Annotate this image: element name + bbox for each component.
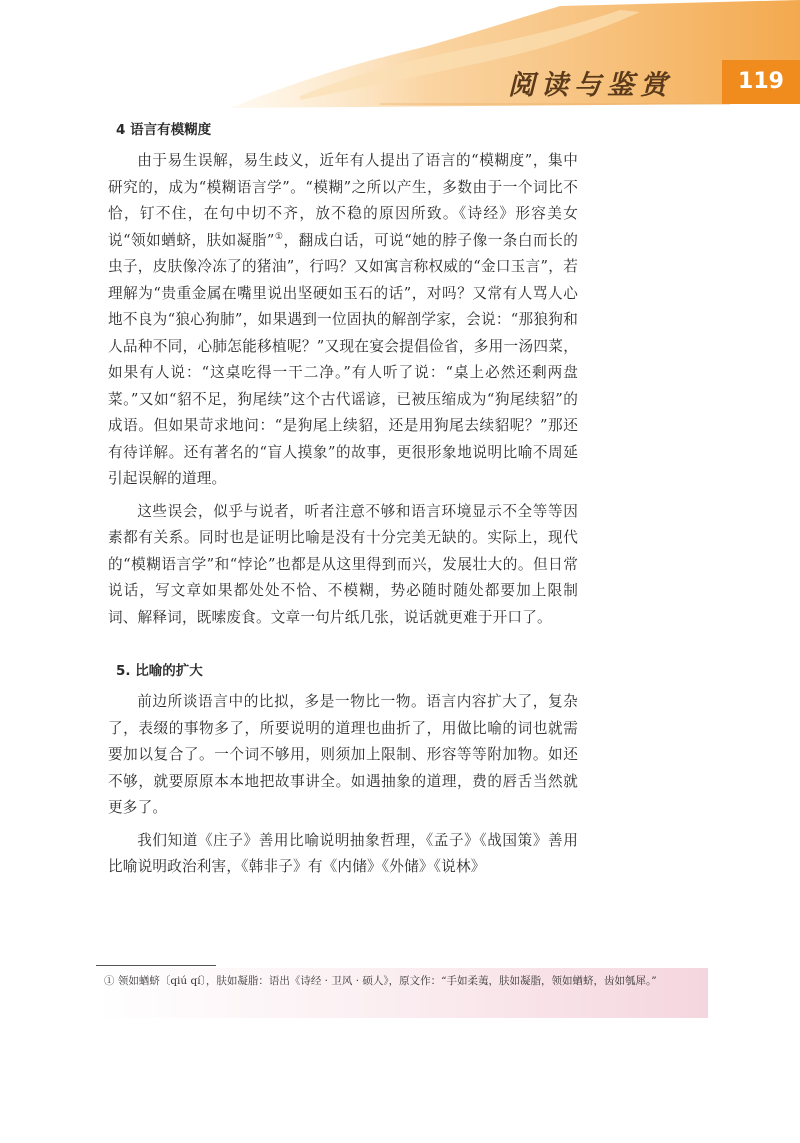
paragraph: 前边所谈语言中的比拟，多是一物比一物。语言内容扩大了，复杂了，表缀的事物多了，所要说明的道理也曲折了，用做比喻的词也就需要加以复合了。一个词不够用，则须加上限制、形容等等附加物。如还不够，就要原原本本地把故事讲全。如遇抽象的道理，费的唇舌当然就更多了。 <box>108 693 578 816</box>
main-text <box>108 118 578 881</box>
footnote-divider <box>96 965 216 966</box>
paragraph-text: 由于易生误解，易生歧义，近年有人提出了语言的“模糊度”，集中研究的，成为“模糊语言学”。“模糊”之所以产生，多数由于一个词比不恰，钉不住，在句中切不齐，放不稳的原因所致。《诗经》形容美女说“领如蝤蛴，肤如凝脂” <box>108 152 578 249</box>
paragraph: 我们知道《庄子》善用比喻说明抽象哲理，《孟子》《战国策》善用比喻说明政治利害，《韩非子》有《内储》《外储》《说林》 <box>108 831 578 875</box>
paragraph <box>108 148 578 493</box>
paragraph-text-continued: ，翻成白话，可说“她的脖子像一条白而长的虫子，皮肤像冷冻了的猪油”，行吗？又如寓言称权威的“金口玉言”，若理解为“贵重金属在嘴里说出坚硬如玉石的话”，对吗？又常有人骂人心地不良为“狼心狗肺”，如果遇到一位固执的解剖学家，会说：“那狼狗和人品种不同，心肺怎能移植呢？”又现在宴会提倡俭省，多用一汤四菜，如果有人说：“这桌吃得一干二净。”有人听了说：“桌上必然还剩两盘菜。”又如“貂不足，狗尾续”这个古代谣谚，已被压缩成为“狗尾续貂”的成语。但如果苛求地问：“是狗尾上续貂，还是用狗尾去续貂呢？”那还有待详解。还有著名的“盲人摸象”的故事，更很形象地说明比喻不周延引起误解的道理。 <box>108 231 578 487</box>
footnote-marker[interactable]: ① <box>274 231 284 242</box>
paragraph: 这些误会，似乎与说者，听者注意不够和语言环境显示不全等等因素都有关系。同时也是证明比喻是没有十分完美无缺的。实际上，现代的“模糊语言学”和“悖论”也都是从这里得到而兴，发展壮大的。但日常说话，写文章如果都处处不恰、不模糊，势必随时随处都要加上限制词、解释词，既嗦废食。文章一句片纸几张，说话就更难于开口了。 <box>108 502 578 626</box>
section-running-title: 阅读与鉴赏 <box>508 70 673 101</box>
section-heading: 5. 比喻的扩大 <box>116 663 203 679</box>
footnote: ① 领如蝤蛴〔qiú qí〕，肤如凝脂：语出《诗经 · 卫风 · 硕人》，原文作：“手如柔荑，肤如凝脂，领如蝤蛴，齿如瓠犀。” <box>104 975 657 987</box>
page-number: 119 <box>722 60 800 104</box>
section-heading: 4 语言有模糊度 <box>116 122 212 138</box>
